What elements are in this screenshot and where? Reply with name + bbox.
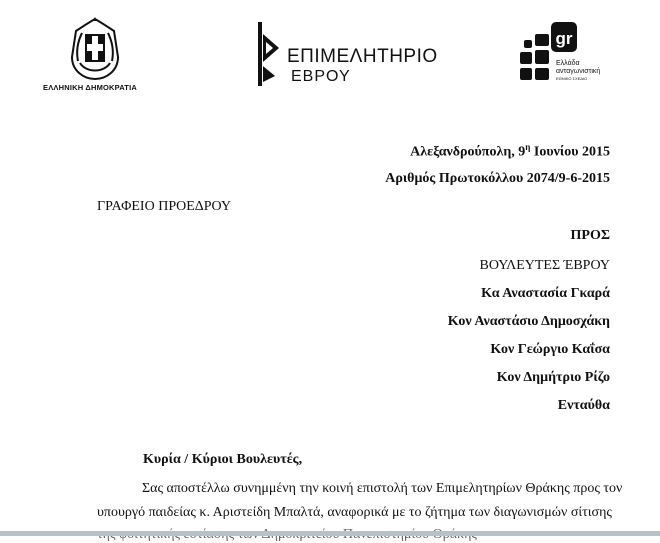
place-date-prefix: Αλεξανδρούπολη, 9 xyxy=(410,144,526,160)
greece-competitive-caption xyxy=(556,60,600,82)
salutation: Κυρία / Κύριοι Βουλευτές, xyxy=(143,452,303,467)
scroll-edge-bar xyxy=(0,531,660,536)
recipient-location: Ενταύθα xyxy=(557,398,610,413)
recipient: Κον Αναστάσιο Δημοσχάκη xyxy=(447,314,610,329)
hellenic-republic-caption: ΕΛΛΗΝΙΚΗ ΔΗΜΟΚΡΑΤΙΑ xyxy=(43,83,137,92)
recipient-group: ΒΟΥΛΕΥΤΕΣ ΈΒΡΟΥ xyxy=(479,258,610,273)
recipient: Κα Αναστασία Γκαρά xyxy=(481,286,610,301)
body-line: υπουργό παιδείας κ. Αριστείδη Μπαλτά, αναφορικά με το ζήτημα των διαγωνισμών σίτισης xyxy=(97,505,612,520)
to-label: ΠΡΟΣ xyxy=(570,228,610,243)
place-date-suffix: Ιουνίου 2015 xyxy=(530,144,610,160)
place-date xyxy=(410,142,610,161)
hellenic-republic-emblem xyxy=(66,17,124,81)
gr-caption-line2: ανταγωνιστική xyxy=(556,68,601,75)
chamber-region: ΕΒΡΟΥ xyxy=(291,68,351,85)
place-date-ordinal: η xyxy=(525,142,531,152)
office-heading: ΓΡΑΦΕΙΟ ΠΡΟΕΔΡΟΥ xyxy=(97,199,232,214)
gr-caption-line1: Ελλάδα xyxy=(556,60,580,67)
chamber-name: ΕΠΙΜΕΛΗΤΗΡΙΟ xyxy=(287,46,438,67)
protocol-number: Αριθμός Πρωτοκόλλου 2074/9-6-2015 xyxy=(385,171,610,186)
recipient: Κον Δημήτριο Ρίζο xyxy=(496,370,610,385)
body-line: Σας αποστέλλω συνημμένη την κοινή επιστολή των Επιμελητηρίων Θράκης προς τον xyxy=(142,481,623,496)
svg-text:gr: gr xyxy=(555,29,573,48)
recipient: Κον Γεώργιο Καΐσα xyxy=(490,342,610,357)
gr-caption-line3: ΕΘΝΙΚΟ ΣΧΕΔΙΟ xyxy=(556,76,588,81)
evros-chamber-logo-icon xyxy=(255,22,283,86)
